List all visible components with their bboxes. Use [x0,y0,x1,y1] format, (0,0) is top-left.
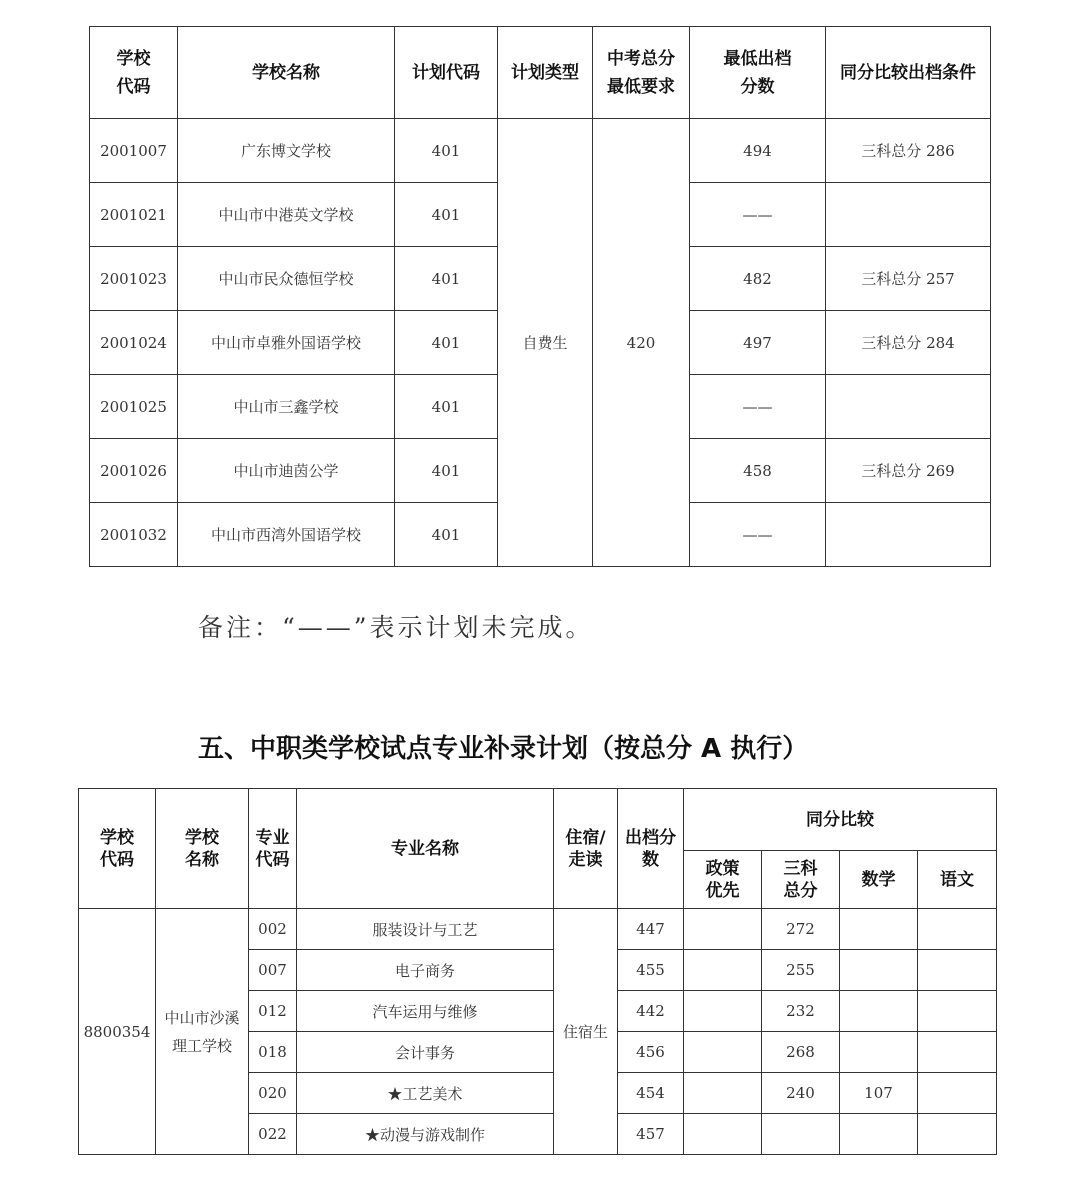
cell-math [840,991,918,1032]
cell-score: 455 [618,950,684,991]
cell-score: —— [690,375,826,439]
header-math: 数学 [840,851,918,909]
header-school-code: 学校 代码 [90,27,178,119]
cell-major-code: 002 [249,909,297,950]
cell-major-name: ★工艺美术 [297,1073,554,1114]
cell-name: 中山市西湾外国语学校 [178,503,395,567]
cell-min-total: 420 [593,119,690,567]
cell-score: 457 [618,1114,684,1155]
table2-header-row [79,789,997,851]
cell-policy [684,1032,762,1073]
cell-major-name: 汽车运用与维修 [297,991,554,1032]
cell-chinese [918,1032,997,1073]
cell-math: 107 [840,1073,918,1114]
cell-policy [684,909,762,950]
admission-table-1 [89,26,991,567]
table1-header-row [90,27,991,119]
cell-plan: 401 [395,503,498,567]
cell-major-name: 会计事务 [297,1032,554,1073]
cell-cond [826,375,991,439]
cell-policy [684,950,762,991]
header-policy: 政策 优先 [684,851,762,909]
cell-major-code: 020 [249,1073,297,1114]
cell-math [840,950,918,991]
admission-table-2 [78,788,997,1155]
cell-policy [684,1114,762,1155]
table-row [79,909,997,950]
header-school-name: 学校名称 [178,27,395,119]
cell-chinese [918,909,997,950]
cell-code: 2001026 [90,439,178,503]
header-school-name: 学校 名称 [156,789,249,909]
cell-chinese [918,1073,997,1114]
cell-name: 中山市三鑫学校 [178,375,395,439]
cell-chinese [918,950,997,991]
cell-math [840,909,918,950]
cell-cond [826,503,991,567]
table-note: 备注：“——”表示计划未完成。 [198,613,594,642]
cell-chinese [918,991,997,1032]
table-row [90,119,991,183]
cell-name: 中山市中港英文学校 [178,183,395,247]
cell-plan: 401 [395,311,498,375]
cell-cond: 三科总分 284 [826,311,991,375]
cell-three: 268 [762,1032,840,1073]
cell-three: 240 [762,1073,840,1114]
cell-plan: 401 [395,375,498,439]
cell-name: 中山市民众德恒学校 [178,247,395,311]
cell-major-name: 服装设计与工艺 [297,909,554,950]
cell-score: 497 [690,311,826,375]
cell-plan: 401 [395,439,498,503]
cell-code: 2001021 [90,183,178,247]
cell-major-name: ★动漫与游戏制作 [297,1114,554,1155]
header-score: 出档分 数 [618,789,684,909]
cell-school-code: 8800354 [79,909,156,1155]
cell-score: —— [690,503,826,567]
cell-code: 2001025 [90,375,178,439]
cell-policy [684,1073,762,1114]
cell-name: 中山市迪茵公学 [178,439,395,503]
header-tie-compare: 同分比较 [684,789,997,851]
cell-name: 广东博文学校 [178,119,395,183]
header-tie-rule: 同分比较出档条件 [826,27,991,119]
cell-major-code: 022 [249,1114,297,1155]
cell-code: 2001024 [90,311,178,375]
cell-major-name: 电子商务 [297,950,554,991]
cell-score: 494 [690,119,826,183]
cell-code: 2001032 [90,503,178,567]
cell-plan-type: 自费生 [498,119,593,567]
cell-code: 2001007 [90,119,178,183]
header-min-score: 最低出档 分数 [690,27,826,119]
cell-three: 255 [762,950,840,991]
cell-score: 454 [618,1073,684,1114]
cell-cond: 三科总分 286 [826,119,991,183]
cell-plan: 401 [395,119,498,183]
cell-three: 232 [762,991,840,1032]
header-three: 三科 总分 [762,851,840,909]
cell-plan: 401 [395,247,498,311]
cell-math [840,1032,918,1073]
cell-score: 482 [690,247,826,311]
cell-three: 272 [762,909,840,950]
cell-major-code: 012 [249,991,297,1032]
header-school-code: 学校 代码 [79,789,156,909]
header-plan-code: 计划代码 [395,27,498,119]
cell-chinese [918,1114,997,1155]
cell-code: 2001023 [90,247,178,311]
cell-score: 447 [618,909,684,950]
header-board: 住宿/ 走读 [554,789,618,909]
cell-score: 456 [618,1032,684,1073]
cell-score: 458 [690,439,826,503]
cell-cond: 三科总分 257 [826,247,991,311]
cell-cond [826,183,991,247]
cell-three [762,1114,840,1155]
cell-major-code: 007 [249,950,297,991]
cell-major-code: 018 [249,1032,297,1073]
cell-name: 中山市卓雅外国语学校 [178,311,395,375]
header-plan-type: 计划类型 [498,27,593,119]
cell-math [840,1114,918,1155]
cell-plan: 401 [395,183,498,247]
header-major-code: 专业 代码 [249,789,297,909]
header-chinese: 语文 [918,851,997,909]
cell-policy [684,991,762,1032]
cell-score: 442 [618,991,684,1032]
cell-school-name: 中山市沙溪 理工学校 [156,909,249,1155]
cell-board: 住宿生 [554,909,618,1155]
section-title: 五、中职类学校试点专业补录计划（按总分 A 执行） [198,734,809,764]
cell-score: —— [690,183,826,247]
header-major-name: 专业名称 [297,789,554,909]
header-min-total: 中考总分 最低要求 [593,27,690,119]
cell-cond: 三科总分 269 [826,439,991,503]
